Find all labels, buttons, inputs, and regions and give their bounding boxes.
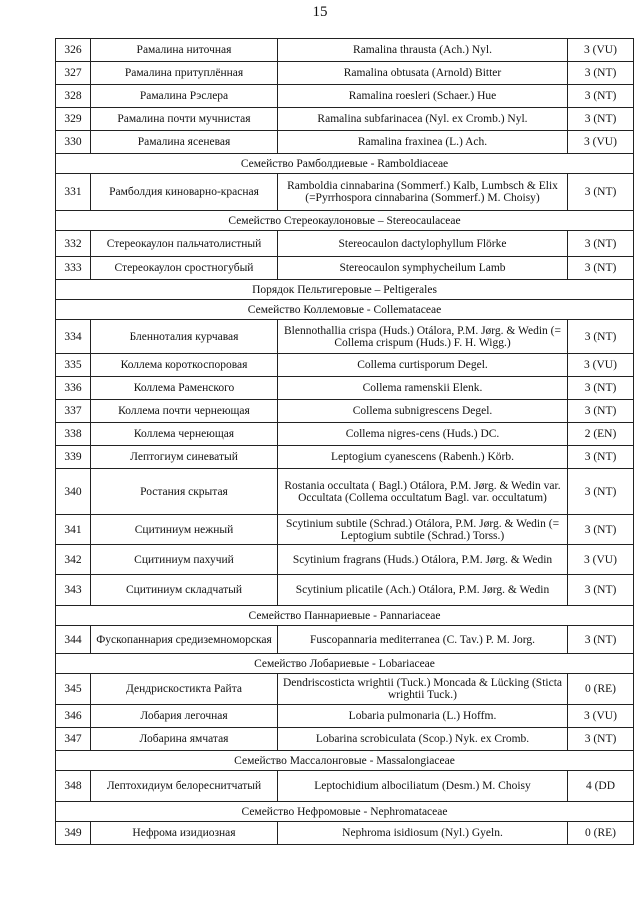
russian-name: Коллема короткоспоровая [91, 354, 278, 377]
species-number: 327 [56, 62, 91, 85]
section-row [56, 654, 634, 674]
status-category: 3 (NT) [568, 575, 634, 606]
latin-name: Stereocaulon symphycheilum Lamb [278, 257, 568, 280]
latin-name: Ramalina roesleri (Schaer.) Hue [278, 85, 568, 108]
table-row [56, 377, 634, 400]
table-row [56, 575, 634, 606]
status-category: 3 (NT) [568, 320, 634, 354]
status-category: 4 (DD [568, 771, 634, 802]
russian-name: Фускопаннария средиземноморская [91, 626, 278, 654]
section-heading: Семейство Паннариевые - Pannariaceae [56, 606, 634, 626]
species-table [55, 38, 634, 845]
species-number: 330 [56, 131, 91, 154]
species-number: 339 [56, 446, 91, 469]
section-row [56, 606, 634, 626]
russian-name: Лептохидиум белореснитчатый [91, 771, 278, 802]
section-row [56, 751, 634, 771]
russian-name: Сцитиниум нежный [91, 515, 278, 545]
latin-name: Leptochidium albociliatum (Desm.) M. Choisy [278, 771, 568, 802]
table-row [56, 354, 634, 377]
latin-name: Ramalina thrausta (Ach.) Nyl. [278, 39, 568, 62]
species-number: 338 [56, 423, 91, 446]
status-category: 3 (NT) [568, 400, 634, 423]
status-category: 3 (VU) [568, 705, 634, 728]
russian-name: Нефрома изидиозная [91, 822, 278, 845]
russian-name: Сцитиниум пахучий [91, 545, 278, 575]
section-heading: Семейство Нефромовые - Nephromataceae [56, 802, 634, 822]
species-number: 328 [56, 85, 91, 108]
latin-name: Ramalina fraxinea (L.) Ach. [278, 131, 568, 154]
table-row [56, 728, 634, 751]
status-category: 3 (VU) [568, 39, 634, 62]
section-row [56, 211, 634, 231]
table-row [56, 469, 634, 515]
status-category: 3 (NT) [568, 377, 634, 400]
table-row [56, 108, 634, 131]
status-category: 3 (NT) [568, 446, 634, 469]
species-number: 334 [56, 320, 91, 354]
table-row [56, 39, 634, 62]
status-category: 3 (NT) [568, 108, 634, 131]
species-number: 340 [56, 469, 91, 515]
species-number: 347 [56, 728, 91, 751]
status-category: 3 (NT) [568, 62, 634, 85]
latin-name: Collema nigres-cens (Huds.) DC. [278, 423, 568, 446]
russian-name: Дендрискостикта Райта [91, 674, 278, 705]
species-number: 346 [56, 705, 91, 728]
table-row [56, 257, 634, 280]
latin-name: Collema ramenskii Elenk. [278, 377, 568, 400]
species-number: 345 [56, 674, 91, 705]
latin-name: Scytinium fragrans (Huds.) Otálora, P.M. Jørg. & Wedin [278, 545, 568, 575]
latin-name: Lobaria pulmonaria (L.) Hoffm. [278, 705, 568, 728]
section-heading: Порядок Пельтигеровые – Peltigerales [56, 280, 634, 300]
species-number: 332 [56, 231, 91, 257]
status-category: 3 (NT) [568, 515, 634, 545]
russian-name: Стереокаулон пальчатолистный [91, 231, 278, 257]
table-row [56, 545, 634, 575]
table-row [56, 822, 634, 845]
section-row [56, 300, 634, 320]
table-row [56, 515, 634, 545]
species-number: 329 [56, 108, 91, 131]
russian-name: Сцитиниум складчатый [91, 575, 278, 606]
species-number: 349 [56, 822, 91, 845]
species-number: 336 [56, 377, 91, 400]
latin-name: Nephroma isidiosum (Nyl.) Gyeln. [278, 822, 568, 845]
latin-name: Rostania occultata ( Bagl.) Otálora, P.M. Jørg. & Wedin var. Occultata (Collema occultatum Bagl. var. occultatum) [278, 469, 568, 515]
russian-name: Коллема Раменского [91, 377, 278, 400]
russian-name: Рамалина ясеневая [91, 131, 278, 154]
species-number: 348 [56, 771, 91, 802]
status-category: 3 (NT) [568, 174, 634, 211]
species-number: 337 [56, 400, 91, 423]
latin-name: Dendriscosticta wrightii (Tuck.) Moncada & Lücking (Sticta wrightii Tuck.) [278, 674, 568, 705]
status-category: 3 (VU) [568, 354, 634, 377]
latin-name: Lobarina scrobiculata (Scop.) Nyk. ex Cromb. [278, 728, 568, 751]
section-heading: Семейство Рамболдиевые - Ramboldiaceae [56, 154, 634, 174]
russian-name: Лобарина ямчатая [91, 728, 278, 751]
section-heading: Семейство Лобариевые - Lobariaceae [56, 654, 634, 674]
section-row [56, 154, 634, 174]
section-heading: Семейство Коллемовые - Collemataceae [56, 300, 634, 320]
latin-name: Scytinium subtile (Schrad.) Otálora, P.M. Jørg. & Wedin (= Leptogium subtile (Schrad.) Torss.) [278, 515, 568, 545]
table-row [56, 674, 634, 705]
russian-name: Рамалина почти мучнистая [91, 108, 278, 131]
species-number: 343 [56, 575, 91, 606]
status-category: 3 (NT) [568, 626, 634, 654]
table-row [56, 705, 634, 728]
species-number: 333 [56, 257, 91, 280]
status-category: 3 (NT) [568, 469, 634, 515]
russian-name: Рамалина Рэслера [91, 85, 278, 108]
russian-name: Ростания скрытая [91, 469, 278, 515]
section-heading: Семейство Стереокаулоновые – Stereocaulaceae [56, 211, 634, 231]
russian-name: Коллема чернеющая [91, 423, 278, 446]
latin-name: Ramalina obtusata (Arnold) Bitter [278, 62, 568, 85]
latin-name: Ramalina subfarinacea (Nyl. ex Cromb.) Nyl. [278, 108, 568, 131]
species-number: 342 [56, 545, 91, 575]
page-number: 15 [312, 4, 328, 20]
table-row [56, 62, 634, 85]
latin-name: Blennothallia crispa (Huds.) Otálora, P.M. Jørg. & Wedin (= Collema crispum (Huds.) F. H. Wigg.) [278, 320, 568, 354]
table-row [56, 446, 634, 469]
species-number: 335 [56, 354, 91, 377]
table-row [56, 626, 634, 654]
status-category: 3 (VU) [568, 545, 634, 575]
status-category: 3 (VU) [568, 131, 634, 154]
species-number: 331 [56, 174, 91, 211]
status-category: 3 (NT) [568, 257, 634, 280]
table-row [56, 131, 634, 154]
section-row [56, 280, 634, 300]
latin-name: Collema subnigrescens Degel. [278, 400, 568, 423]
table-row [56, 320, 634, 354]
latin-name: Collema curtisporum Degel. [278, 354, 568, 377]
russian-name: Лептогиум синеватый [91, 446, 278, 469]
russian-name: Рамболдия киноварно-красная [91, 174, 278, 211]
status-category: 0 (RE) [568, 822, 634, 845]
latin-name: Fuscopannaria mediterranea (C. Tav.) P. M. Jorg. [278, 626, 568, 654]
latin-name: Stereocaulon dactylophyllum Flörke [278, 231, 568, 257]
russian-name: Рамалина притуплённая [91, 62, 278, 85]
species-number: 344 [56, 626, 91, 654]
russian-name: Рамалина ниточная [91, 39, 278, 62]
species-number: 341 [56, 515, 91, 545]
table-row [56, 174, 634, 211]
russian-name: Стереокаулон сростногубый [91, 257, 278, 280]
latin-name: Scytinium plicatile (Ach.) Otálora, P.M. Jørg. & Wedin [278, 575, 568, 606]
table-row [56, 231, 634, 257]
latin-name: Leptogium cyanescens (Rabenh.) Körb. [278, 446, 568, 469]
russian-name: Лобария легочная [91, 705, 278, 728]
latin-name: Ramboldia cinnabarina (Sommerf.) Kalb, Lumbsch & Elix (=Pyrrhospora cinnabarina (Sommerf.) M. Choisy) [278, 174, 568, 211]
table-row [56, 771, 634, 802]
russian-name: Бленноталия курчавая [91, 320, 278, 354]
russian-name: Коллема почти чернеющая [91, 400, 278, 423]
status-category: 3 (NT) [568, 231, 634, 257]
status-category: 3 (NT) [568, 85, 634, 108]
status-category: 2 (EN) [568, 423, 634, 446]
species-number: 326 [56, 39, 91, 62]
table-row [56, 400, 634, 423]
status-category: 3 (NT) [568, 728, 634, 751]
table-row [56, 423, 634, 446]
section-heading: Семейство Массалонговые - Massalongiaceae [56, 751, 634, 771]
status-category: 0 (RE) [568, 674, 634, 705]
section-row [56, 802, 634, 822]
table-row [56, 85, 634, 108]
